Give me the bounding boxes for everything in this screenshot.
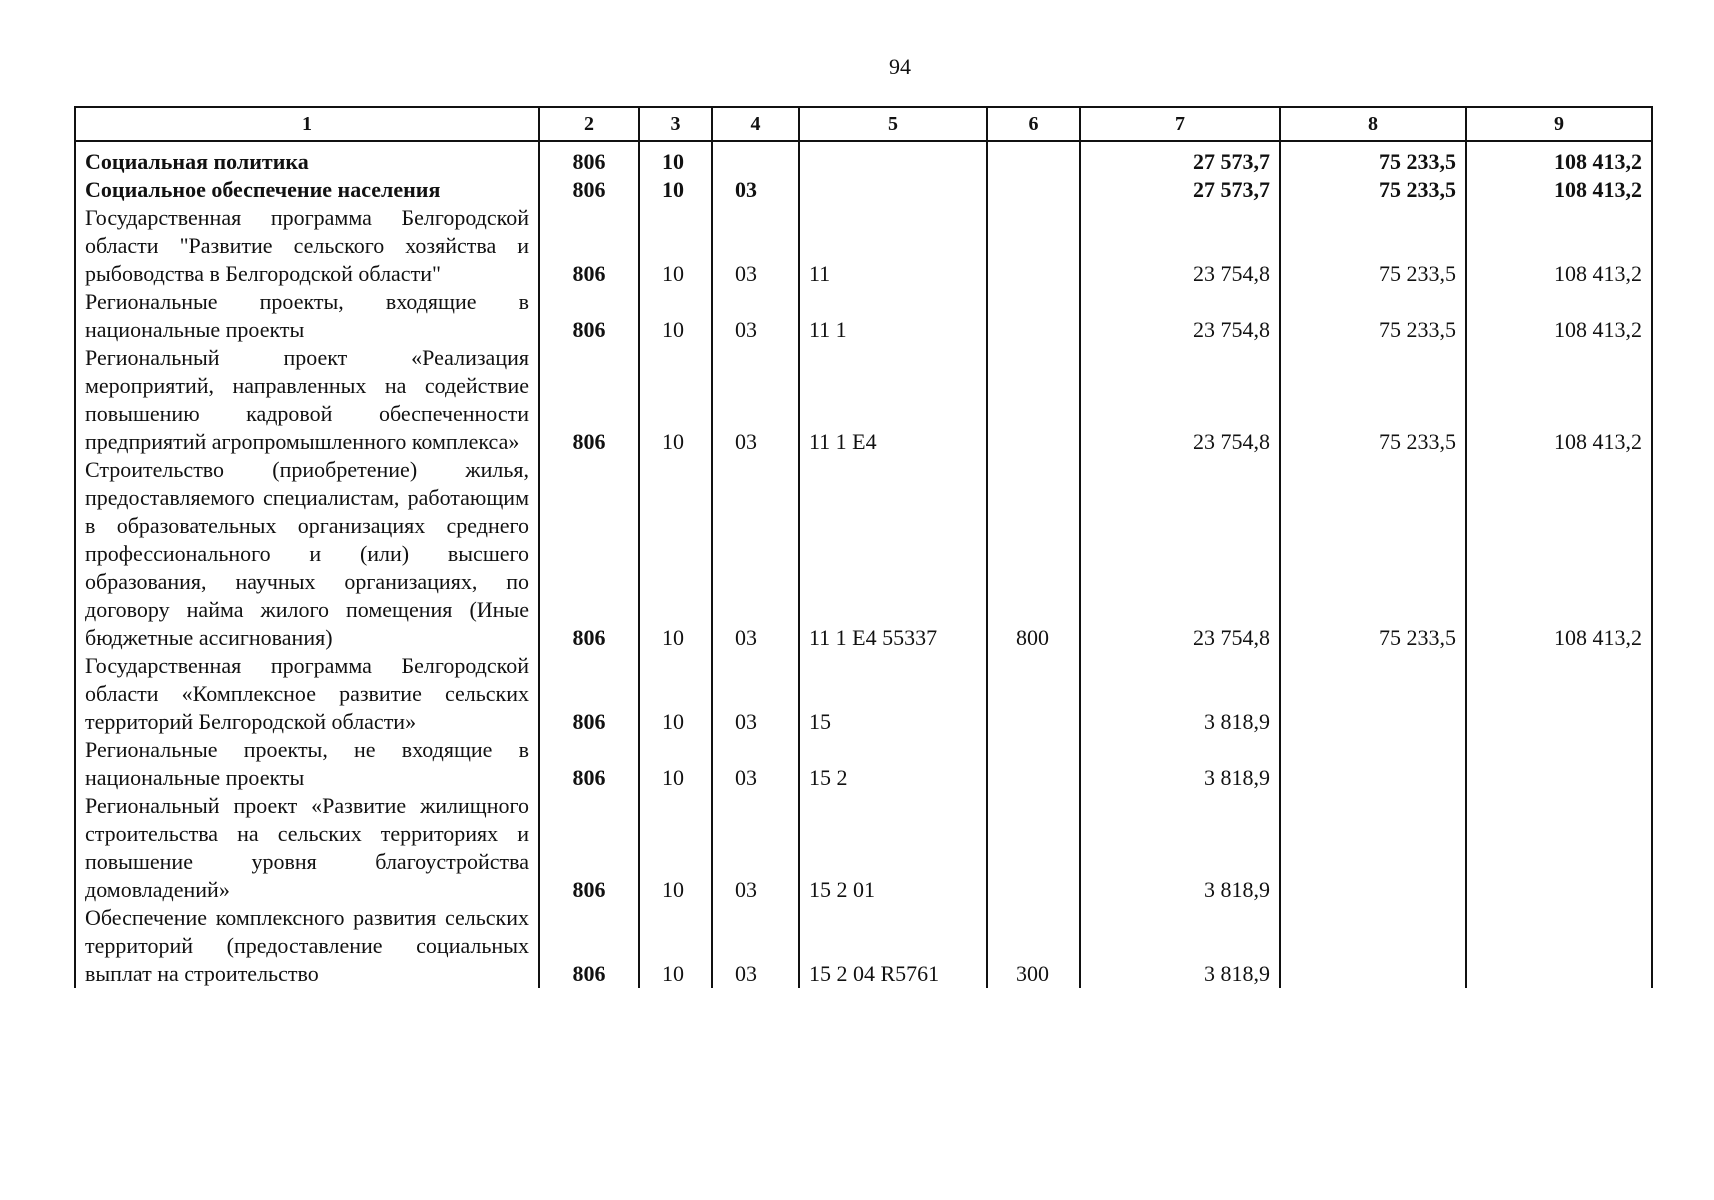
table-body (75, 141, 1652, 988)
section-cell: 10 (639, 792, 712, 904)
table-row (75, 904, 1652, 988)
amount-col7-cell: 27 573,7 (1080, 141, 1280, 176)
target-article-cell: 11 1 Е4 (799, 344, 987, 456)
table-row (75, 288, 1652, 344)
expense-type-cell (987, 736, 1080, 792)
section-cell: 10 (639, 736, 712, 792)
amount-col7-cell: 3 818,9 (1080, 736, 1280, 792)
expense-type-cell (987, 288, 1080, 344)
header-cell: 4 (712, 107, 799, 141)
item-name-cell: Обеспечение комплексного развития сельских территорий (предоставление социальных выплат на строительство (75, 904, 539, 988)
item-name-cell: Строительство (приобретение) жилья, предоставляемого специалистам, работающим в образовательных организациях среднего профессионального и (или) высшего образования, научных организациях, по договору найма жилого помещения (Иные бюджетные ассигнования) (75, 456, 539, 652)
admin-code-cell: 806 (539, 288, 639, 344)
expense-type-cell (987, 344, 1080, 456)
section-cell: 10 (639, 288, 712, 344)
header-cell: 2 (539, 107, 639, 141)
header-row (75, 107, 1652, 141)
amount-col7-cell: 23 754,8 (1080, 344, 1280, 456)
item-name-cell: Региональные проекты, не входящие в национальные проекты (75, 736, 539, 792)
expense-type-cell (987, 141, 1080, 176)
amount-col8-cell: 75 233,5 (1280, 204, 1466, 288)
subsection-cell: 03 (712, 652, 799, 736)
amount-col8-cell: 75 233,5 (1280, 344, 1466, 456)
expense-type-cell (987, 204, 1080, 288)
subsection-cell: 03 (712, 904, 799, 988)
section-cell: 10 (639, 141, 712, 176)
amount-col9-cell: 108 413,2 (1466, 141, 1652, 176)
amount-col8-cell: 75 233,5 (1280, 288, 1466, 344)
table-row (75, 176, 1652, 204)
amount-col8-cell (1280, 904, 1466, 988)
table-row (75, 792, 1652, 904)
subsection-cell: 03 (712, 456, 799, 652)
section-cell: 10 (639, 344, 712, 456)
header-cell: 8 (1280, 107, 1466, 141)
section-cell: 10 (639, 904, 712, 988)
amount-col9-cell (1466, 652, 1652, 736)
amount-col7-cell: 23 754,8 (1080, 204, 1280, 288)
section-cell: 10 (639, 176, 712, 204)
admin-code-cell: 806 (539, 904, 639, 988)
table-row (75, 344, 1652, 456)
amount-col8-cell: 75 233,5 (1280, 176, 1466, 204)
admin-code-cell: 806 (539, 204, 639, 288)
header-cell: 1 (75, 107, 539, 141)
expense-type-cell (987, 792, 1080, 904)
amount-col9-cell: 108 413,2 (1466, 288, 1652, 344)
target-article-cell: 11 (799, 204, 987, 288)
admin-code-cell: 806 (539, 456, 639, 652)
subsection-cell: 03 (712, 204, 799, 288)
admin-code-cell: 806 (539, 141, 639, 176)
target-article-cell: 15 2 01 (799, 792, 987, 904)
amount-col9-cell: 108 413,2 (1466, 344, 1652, 456)
amount-col9-cell: 108 413,2 (1466, 176, 1652, 204)
amount-col8-cell: 75 233,5 (1280, 141, 1466, 176)
expense-type-cell (987, 176, 1080, 204)
admin-code-cell: 806 (539, 652, 639, 736)
target-article-cell: 15 (799, 652, 987, 736)
target-article-cell: 15 2 (799, 736, 987, 792)
amount-col7-cell: 3 818,9 (1080, 904, 1280, 988)
amount-col9-cell (1466, 792, 1652, 904)
section-cell: 10 (639, 204, 712, 288)
subsection-cell (712, 141, 799, 176)
budget-table (74, 106, 1653, 988)
admin-code-cell: 806 (539, 176, 639, 204)
target-article-cell: 15 2 04 R5761 (799, 904, 987, 988)
admin-code-cell: 806 (539, 344, 639, 456)
item-name-cell: Региональный проект «Реализация мероприятий, направленных на содействие повышению кадровой обеспеченности предприятий агропромышленного комплекса» (75, 344, 539, 456)
amount-col8-cell: 75 233,5 (1280, 456, 1466, 652)
expense-type-cell (987, 652, 1080, 736)
amount-col7-cell: 23 754,8 (1080, 288, 1280, 344)
amount-col7-cell: 3 818,9 (1080, 652, 1280, 736)
expense-type-cell: 300 (987, 904, 1080, 988)
admin-code-cell: 806 (539, 792, 639, 904)
section-cell: 10 (639, 652, 712, 736)
item-name-cell: Региональные проекты, входящие в национальные проекты (75, 288, 539, 344)
header-cell: 5 (799, 107, 987, 141)
target-article-cell: 11 1 (799, 288, 987, 344)
table-row (75, 141, 1652, 176)
header-cell: 9 (1466, 107, 1652, 141)
subsection-cell: 03 (712, 288, 799, 344)
section-cell: 10 (639, 456, 712, 652)
amount-col9-cell: 108 413,2 (1466, 204, 1652, 288)
amount-col7-cell: 27 573,7 (1080, 176, 1280, 204)
target-article-cell (799, 141, 987, 176)
table-row (75, 736, 1652, 792)
table-row (75, 204, 1652, 288)
target-article-cell: 11 1 Е4 55337 (799, 456, 987, 652)
item-name-cell: Региональный проект «Развитие жилищного строительства на сельских территориях и повышение уровня благоустройства домовладений» (75, 792, 539, 904)
item-name-cell: Социальная политика (75, 141, 539, 176)
subsection-cell: 03 (712, 344, 799, 456)
subsection-cell: 03 (712, 736, 799, 792)
amount-col9-cell: 108 413,2 (1466, 456, 1652, 652)
header-cell: 6 (987, 107, 1080, 141)
amount-col7-cell: 3 818,9 (1080, 792, 1280, 904)
amount-col9-cell (1466, 736, 1652, 792)
amount-col8-cell (1280, 652, 1466, 736)
header-cell: 7 (1080, 107, 1280, 141)
item-name-cell: Социальное обеспечение населения (75, 176, 539, 204)
amount-col9-cell (1466, 904, 1652, 988)
table-row (75, 456, 1652, 652)
amount-col7-cell: 23 754,8 (1080, 456, 1280, 652)
page-number: 94 (889, 54, 911, 79)
amount-col8-cell (1280, 792, 1466, 904)
admin-code-cell: 806 (539, 736, 639, 792)
subsection-cell: 03 (712, 176, 799, 204)
amount-col8-cell (1280, 736, 1466, 792)
expense-type-cell: 800 (987, 456, 1080, 652)
header-cell: 3 (639, 107, 712, 141)
target-article-cell (799, 176, 987, 204)
item-name-cell: Государственная программа Белгородской области "Развитие сельского хозяйства и рыбоводства в Белгородской области" (75, 204, 539, 288)
table-row (75, 652, 1652, 736)
subsection-cell: 03 (712, 792, 799, 904)
item-name-cell: Государственная программа Белгородской области «Комплексное развитие сельских территорий Белгородской области» (75, 652, 539, 736)
